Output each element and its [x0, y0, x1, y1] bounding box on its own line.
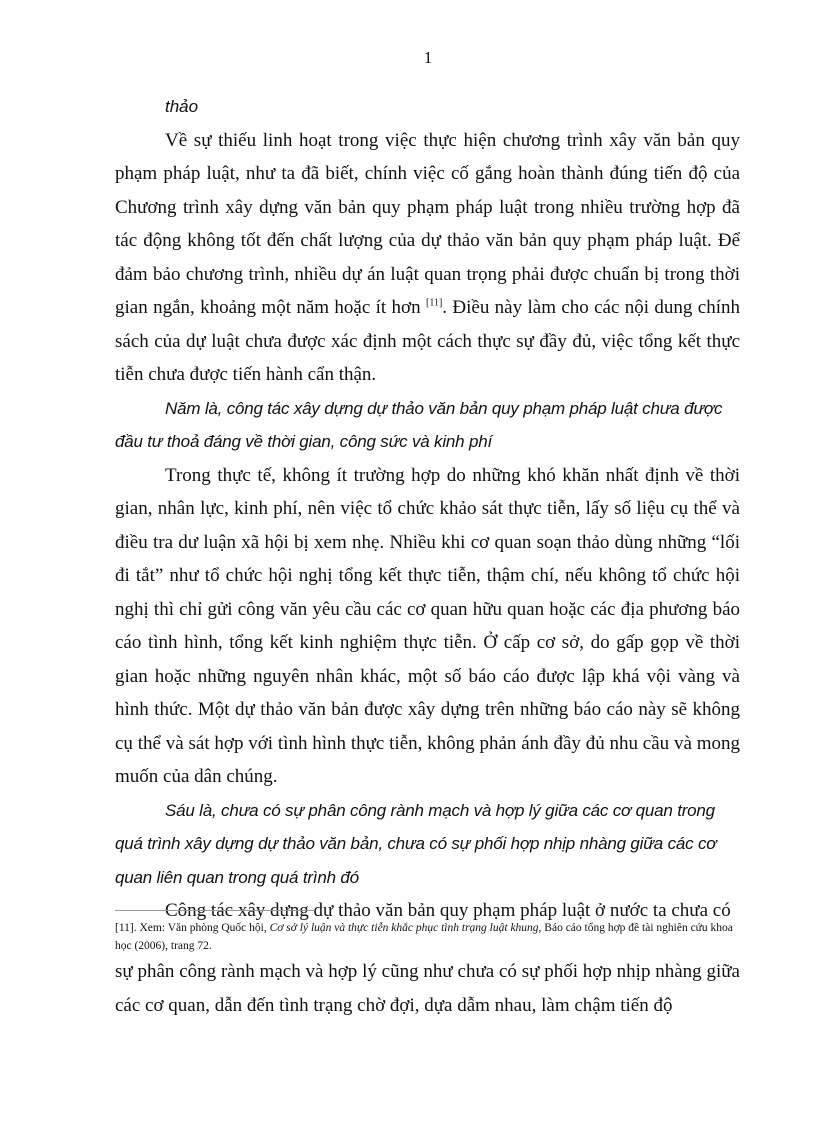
- main-text: [115, 90, 740, 928]
- paragraph-3-start: Công tác xây dựng dự thảo văn bản quy phạm pháp luật ở nước ta chưa có: [165, 900, 731, 921]
- paragraph-1: [115, 124, 740, 392]
- paragraph-1-text-b: . Điều này làm cho các nội dung chính sách của dự luật chưa được xác định một cách thực sự đầy đủ, việc tổng kết thực tiễn chưa được tiến hành cẩn thận.: [115, 297, 741, 385]
- paragraph-2: Trong thực tế, không ít trường hợp do những khó khăn nhất định về thời gian, nhân lực, kinh phí, nên việc tổ chức khảo sát thực tiễn, lấy số liệu cụ thể và điều tra dư luận xã hội bị xem nhẹ. Nhiều khi cơ quan soạn thảo dùng những “lối đi tắt” như tổ chức hội nghị tổng kết thực tiễn, thậm chí, nếu không tổ chức hội nghị thì chỉ gửi công văn yêu cầu các cơ quan hữu quan hoặc các địa phương báo cáo tình hình, tổng kết kinh nghiệm thực tiễn. Ở cấp cơ sở, do gấp gọp về thời gian hoặc những nguyên nhân khác, một số báo cáo được lập khá vội vàng và hình thức. Một dự thảo văn bản được xây dựng trên những báo cáo này sẽ không cụ thể và sát hợp với tình hình thực tiễn, không phản ánh đầy đủ nhu cầu và mong muốn của dân chúng.: [115, 464, 740, 787]
- footnote-title: Cơ sở lý luận và thực tiễn khắc phục tình trạng luật khung: [269, 922, 539, 934]
- paragraph-3-continuation: sự phân công rành mạch và hợp lý cũng như chưa có sự phối hợp nhịp nhàng giữa các cơ quan, dẫn đến tình trạng chờ đợi, dựa dẫm nhau, làm chậm tiến độ: [115, 961, 740, 1016]
- heading-fragment: thảo: [165, 97, 199, 116]
- footnote-separator: [115, 910, 315, 911]
- section-heading-six: Sáu là, chưa có sự phân công rành mạch và hợp lý giữa các cơ quan trong quá trình xây dựng dự thảo văn bản, chưa có sự phối hợp nhịp nhàng giữa các cơ quan liên quan trong quá trình đó: [115, 800, 717, 887]
- section-heading-five: Năm là, công tác xây dựng dự thảo văn bản quy phạm pháp luật chưa được đầu tư thoả đáng về thời gian, công sức và kinh phí: [115, 398, 723, 451]
- reference-marker: [11]: [425, 297, 443, 309]
- footnote-prefix: [11]. Xem: Văn phòng Quốc hội,: [115, 922, 270, 934]
- page-number: 1: [423, 48, 433, 67]
- footnote-suffix: , Báo cáo tổng hợp đề tài nghiên cứu khoa học (2006), trang 72.: [115, 922, 733, 952]
- footnote: [115, 919, 740, 955]
- paragraph-1-text-a: Về sự thiếu linh hoạt trong việc thực hiện chương trình xây văn bản quy phạm pháp luật, như ta đã biết, chính việc cố gắng hoàn thành đúng tiến độ của Chương trình xây dựng văn bản quy phạm pháp luật trong nhiều trường hợp đã tác động không tốt đến chất lượng của dự thảo văn bản quy phạm pháp luật. Để đảm bảo chương trình, nhiều dự án luật quan trọng phải được chuẩn bị trong thời gian ngắn, khoảng một năm hoặc ít hơn: [115, 129, 740, 318]
- continuation-text: [115, 955, 740, 1022]
